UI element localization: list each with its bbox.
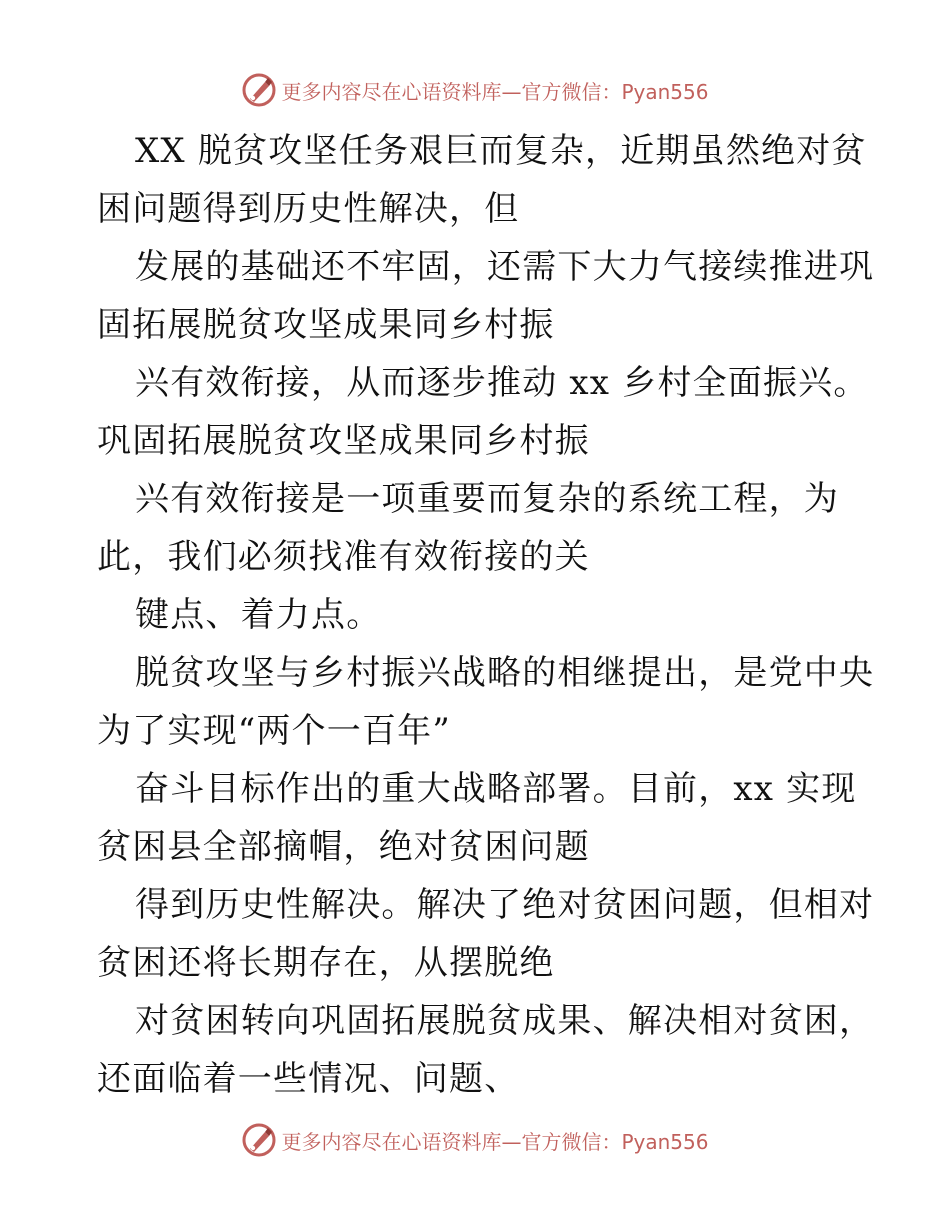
paragraph-line: XX 脱贫攻坚任务艰巨而复杂，近期虽然绝对贫: [135, 131, 867, 171]
paragraph-line: 发展的基础还不牢固，还需下大力气接续推进巩: [135, 247, 875, 287]
banner-text: 更多内容尽在心语资料库—官方微信：Pyan556: [281, 79, 709, 104]
paragraph: [97, 876, 897, 992]
paragraph: [97, 992, 897, 1108]
paragraph-line: 贫困县全部摘帽，绝对贫困问题: [97, 827, 590, 867]
paragraph: [97, 760, 897, 876]
paragraph-line: 固拓展脱贫攻坚成果同乡村振: [97, 305, 555, 345]
pen-seal-icon: [241, 72, 277, 108]
banner-text: 更多内容尽在心语资料库—官方微信：Pyan556: [281, 1129, 709, 1154]
pen-seal-icon: [241, 1122, 277, 1158]
document-body: [97, 122, 897, 1108]
paragraph-line: 奋斗目标作出的重大战略部署。目前，xx 实现: [135, 769, 857, 809]
footer-banner: [0, 1120, 950, 1160]
paragraph-line: 兴有效衔接是一项重要而复杂的系统工程，为: [135, 479, 839, 519]
paragraph-line: 贫困还将长期存在，从摆脱绝: [97, 943, 555, 983]
paragraph-line: 困问题得到历史性解决，但: [97, 189, 520, 229]
paragraph: [97, 470, 897, 586]
paragraph: [97, 586, 897, 644]
paragraph-line: 还面临着一些情况、问题、: [97, 1059, 520, 1099]
paragraph: [97, 238, 897, 354]
paragraph-line: 巩固拓展脱贫攻坚成果同乡村振: [97, 421, 590, 461]
paragraph-line: 此，我们必须找准有效衔接的关: [97, 537, 590, 577]
paragraph-line: 兴有效衔接，从而逐步推动 xx 乡村全面振兴。: [135, 363, 869, 403]
paragraph-line: 脱贫攻坚与乡村振兴战略的相继提出，是党中央: [135, 653, 875, 693]
paragraph-line: 对贫困转向巩固拓展脱贫成果、解决相对贫困，: [135, 1001, 875, 1041]
paragraph-line: 键点、着力点。: [135, 595, 382, 635]
header-banner: [0, 70, 950, 110]
paragraph: [97, 644, 897, 760]
paragraph: [97, 354, 897, 470]
paragraph-line: 为了实现“两个一百年”: [97, 711, 451, 751]
paragraph-line: 得到历史性解决。解决了绝对贫困问题，但相对: [135, 885, 875, 925]
paragraph: [97, 122, 897, 238]
